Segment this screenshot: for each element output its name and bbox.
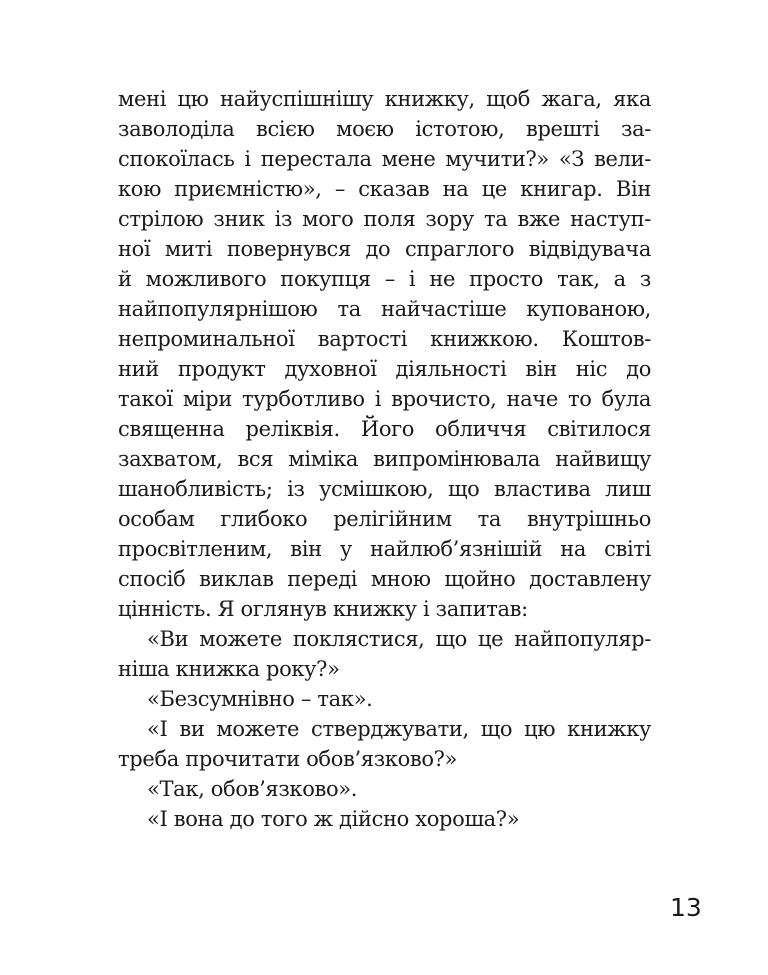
text-line: мені цю найуспішнішу книжку, щоб жага, яка — [118, 87, 651, 111]
text-line: спосіб виклав переді мною щойно доставлену — [118, 567, 651, 591]
text-line: спокоїлась і перестала мене мучити?» «З вели- — [118, 147, 651, 171]
text-line: «І вона до того ж дійсно хороша?» — [147, 807, 520, 831]
text-line: такої міри турботливо і врочисто, наче то була — [118, 387, 651, 411]
text-line: «Ви можете поклястися, що це найпопуляр- — [147, 627, 651, 651]
body-text — [118, 84, 651, 834]
text-line: й можливого покупця – і не просто так, а з — [118, 267, 651, 291]
text-line: «І ви можете стверджувати, що цю книжку — [147, 717, 651, 741]
text-line: ний продукт духовної діяльності він ніс до — [118, 357, 651, 381]
text-line: ної миті повернувся до спраглого відвідувача — [118, 237, 651, 261]
text-line: шанобливість; із усмішкою, що властива лиш — [118, 477, 651, 501]
text-line: «Безсумнівно – так». — [147, 687, 373, 711]
text-line: непроминальної вартості книжкою. Коштов- — [118, 327, 651, 351]
text-line: заволоділа всією моєю істотою, врешті за- — [118, 117, 651, 141]
page-number: 13 — [670, 893, 702, 922]
text-line: «Так, обов’язково». — [147, 777, 358, 801]
text-line: захватом, вся міміка випромінювала найвищу — [118, 447, 651, 471]
text-line: стрілою зник із мого поля зору та вже наступ- — [118, 207, 651, 231]
text-line: особам глибоко релігійним та внутрішньо — [118, 507, 651, 531]
text-line: цінність. Я оглянув книжку і запитав: — [118, 597, 528, 621]
text-line: ніша книжка року?» — [118, 657, 340, 681]
text-line: найпопулярнішою та найчастіше купованою, — [118, 297, 651, 321]
text-line: треба прочитати обов’язково?» — [118, 747, 458, 771]
text-line: просвітленим, він у найлюб’язнішій на світі — [118, 537, 651, 561]
text-line: кою приємністю», – сказав на це книгар. Він — [118, 177, 651, 201]
text-line: священна реліквія. Його обличчя світилося — [118, 417, 651, 441]
